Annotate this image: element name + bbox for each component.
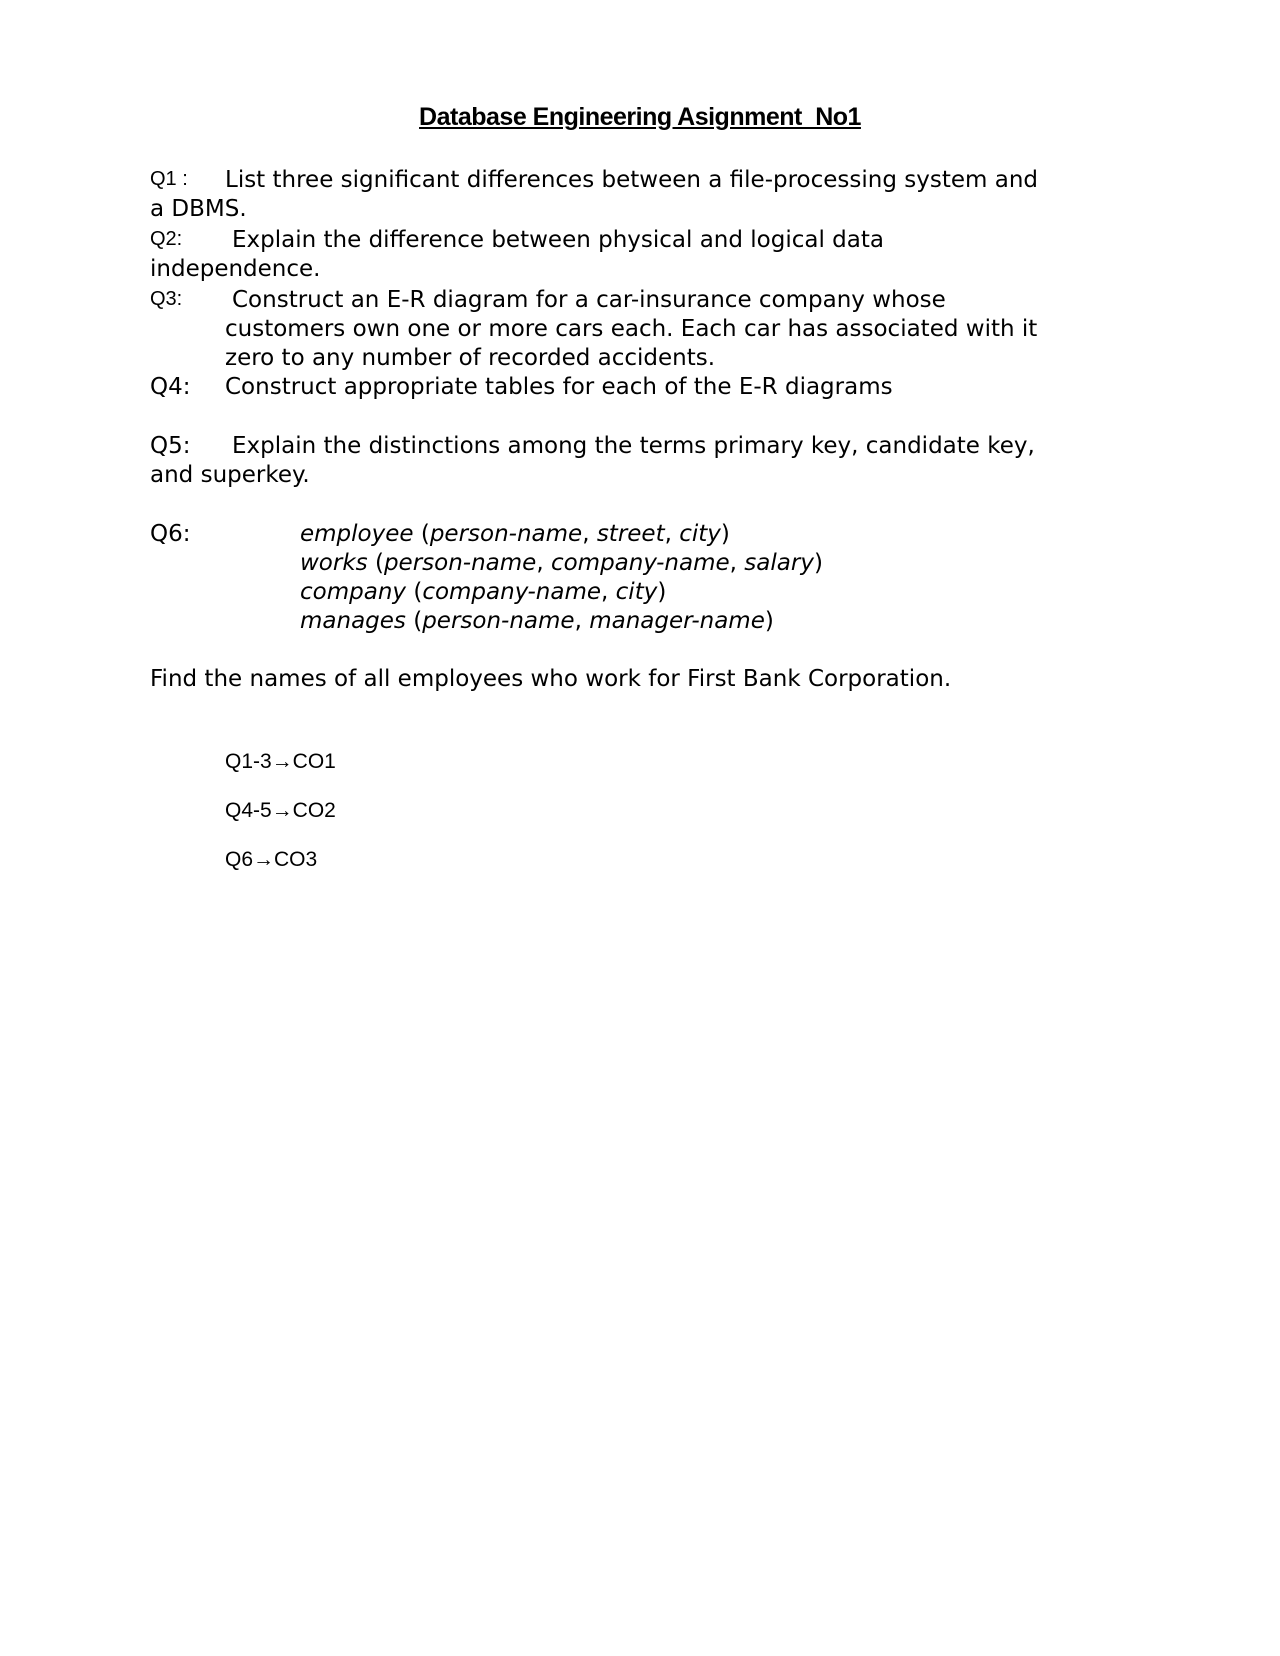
q5-text-line1: Explain the distinctions among the terms primary key, candidate key, [232, 433, 1035, 459]
q4-text: Construct appropriate tables for each of the E-R diagrams [225, 374, 893, 400]
relation-attr: company-name [550, 550, 730, 576]
relation-name: works [300, 550, 368, 576]
q1-label: Q1 : [150, 168, 188, 190]
relation-attr: person-name [429, 521, 583, 547]
relation-name: manages [300, 608, 406, 634]
q1-text-line2: a DBMS. [150, 196, 247, 222]
relation-works: works (person-name, company-name, salary) [300, 550, 823, 576]
q5-text-line2: and superkey. [150, 462, 310, 488]
relation-manages: manages (person-name, manager-name) [300, 608, 774, 634]
co-mapping-3: Q6→CO3 [225, 848, 318, 871]
co-mapping-2: Q4-5→CO2 [225, 799, 336, 822]
q4-label: Q4: [150, 374, 191, 400]
relation-attr: salary [744, 550, 814, 576]
relation-company: company (company-name, city) [300, 579, 667, 605]
q3-text-line3: zero to any number of recorded accidents. [225, 345, 716, 371]
relation-employee: employee (person-name, street, city) [300, 521, 730, 547]
q3-text-line2: customers own one or more cars each. Each car has associated with it [225, 316, 1038, 342]
relation-attr: manager-name [589, 608, 765, 634]
q2-label: Q2: [150, 228, 183, 250]
q6-label: Q6: [150, 521, 191, 547]
relation-attr: city [615, 579, 658, 605]
q2-text-line2: independence. [150, 256, 321, 282]
q6-question: Find the names of all employees who work for First Bank Corporation. [150, 666, 952, 692]
document-title: Database Engineering Asignment_No1 [419, 103, 861, 131]
relation-name: employee [300, 521, 414, 547]
q5-label: Q5: [150, 433, 191, 459]
relation-attr: street [596, 521, 665, 547]
relation-attr: person-name [422, 608, 575, 634]
q3-label: Q3: [150, 288, 183, 310]
q1-text-line1: List three significant differences between a file-processing system and [225, 167, 1038, 193]
q2-text-line1: Explain the difference between physical and logical data [232, 227, 884, 253]
relation-attr: person-name [383, 550, 537, 576]
q3-text-line1: Construct an E-R diagram for a car-insurance company whose [232, 287, 946, 313]
relation-attr: city [679, 521, 721, 547]
co-mapping-1: Q1-3→CO1 [225, 750, 336, 773]
relation-attr: company-name [422, 579, 602, 605]
relation-name: company [300, 579, 407, 605]
